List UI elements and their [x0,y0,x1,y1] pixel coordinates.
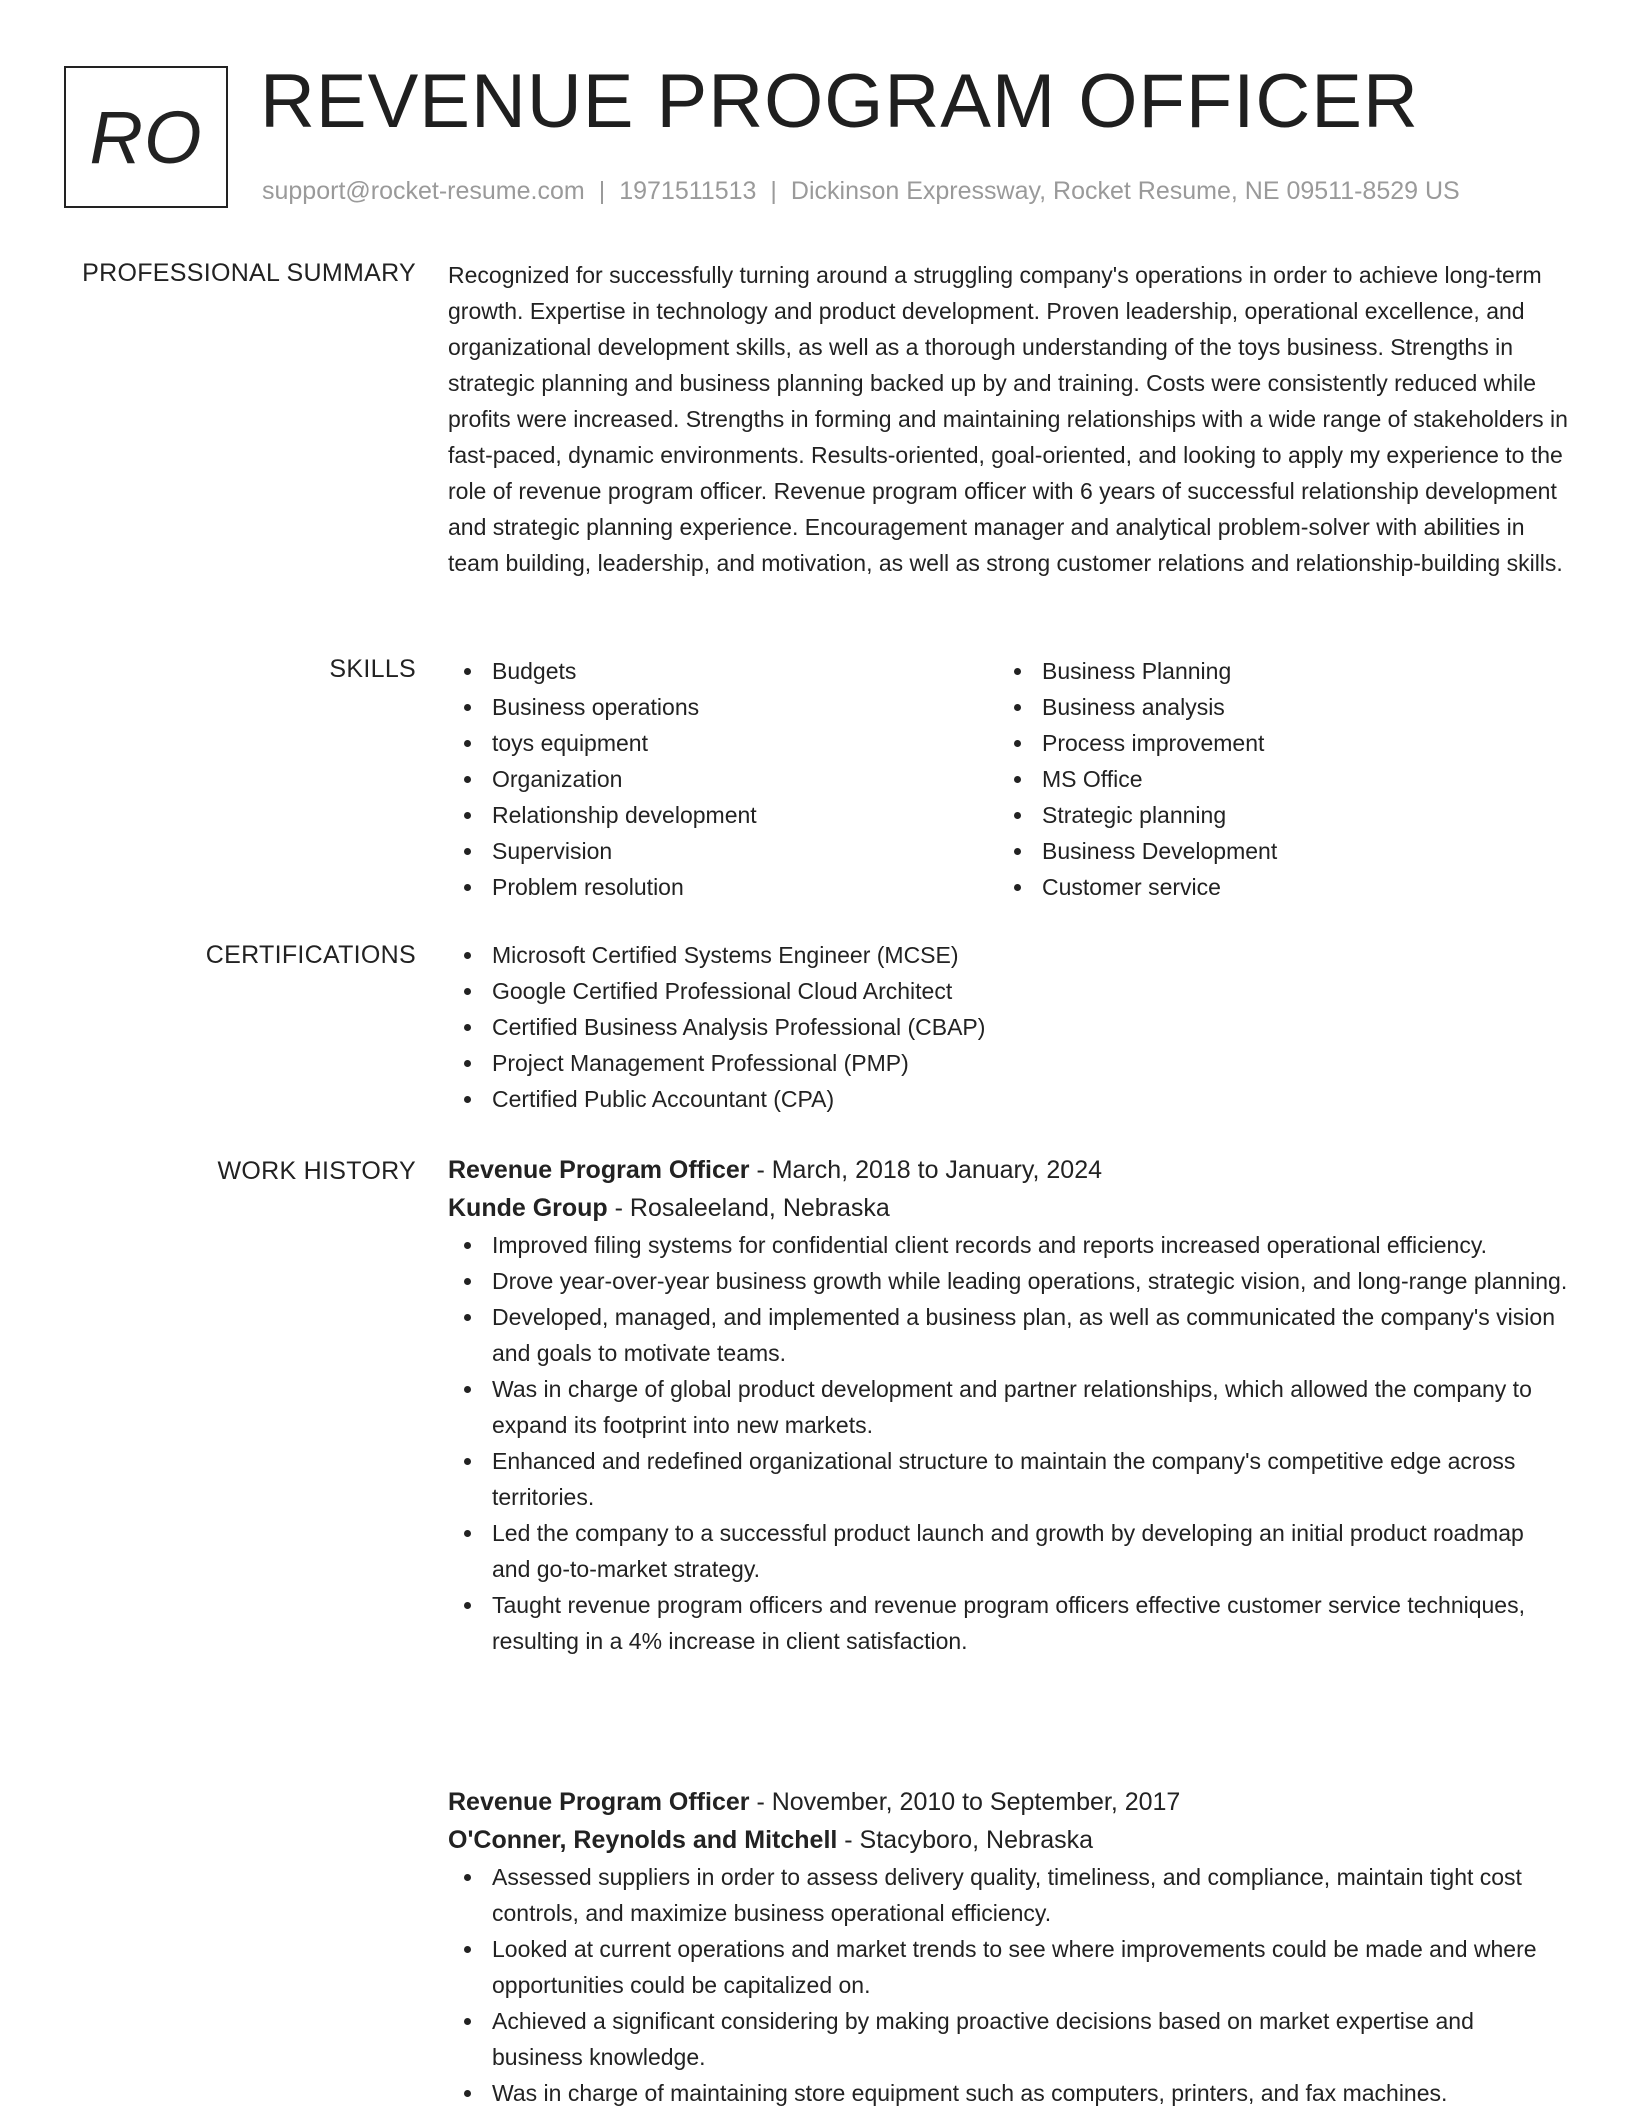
skill-item: Supervision [448,833,998,869]
skill-item: MS Office [998,761,1548,797]
skills-section [448,653,1568,905]
skills-list-left [448,653,998,905]
job-bullet: Improved filing systems for confidential client records and reports increased operational efficiency. [448,1227,1568,1263]
skills-heading: SKILLS [329,655,416,683]
skill-item: Business analysis [998,689,1548,725]
skill-item: Problem resolution [448,869,998,905]
skill-item: Budgets [448,653,998,689]
work-history-heading: WORK HISTORY [217,1157,416,1185]
job-position: Revenue Program Officer [448,1788,750,1816]
job-bullet: Led the company to a successful product launch and growth by developing an initial product roadmap and go-to-market strategy. [448,1515,1568,1587]
job-location: - Rosaleeland, Nebraska [607,1194,890,1222]
certification-item: Project Management Professional (PMP) [448,1045,1568,1081]
job-bullet: Was in charge of global product development and partner relationships, which allowed the company to expand its footprint into new markets. [448,1371,1568,1443]
contact-phone: 1971511513 [619,177,757,205]
certification-item: Certified Public Accountant (CPA) [448,1081,1568,1117]
job-bullet: Looked at current operations and market trends to see where improvements could be made and where opportunities could be capitalized on. [448,1931,1568,2003]
job-title-line [448,1783,1568,1821]
skill-item: Business operations [448,689,998,725]
job-bullets [448,1227,1568,1659]
skill-item: Relationship development [448,797,998,833]
job-company: Kunde Group [448,1194,608,1222]
skill-item: Business Planning [998,653,1548,689]
skill-item: Strategic planning [998,797,1548,833]
certifications-heading: CERTIFICATIONS [205,941,416,969]
contact-separator: | [598,177,606,205]
job-company-line [448,1189,1568,1227]
certification-item: Microsoft Certified Systems Engineer (MCSE) [448,937,1568,973]
job-bullet: Assessed suppliers in order to assess delivery quality, timeliness, and compliance, maintain tight cost controls, and maximize business operational efficiency. [448,1859,1568,1931]
summary-text: Recognized for successfully turning around a struggling company's operations in order to achieve long-term growth. Expertise in technology and product development. Proven leadership, operational excellence, and organizational development skills, as well as a thorough understanding of the toys business. Strengths in strategic planning and business planning backed up by and training. Costs were consistently reduced while profits were increased. Strengths in forming and maintaining relationships with a wide range of stakeholders in fast-paced, dynamic environments. Results-oriented, goal-oriented, and looking to apply my experience to the role of revenue program officer. Revenue program officer with 6 years of successful relationship development and strategic planning experience. Encouragement manager and analytical problem-solver with abilities in team building, leadership, and motivation, as well as strong customer relations and relationship-building skills. [448,262,1568,576]
job-bullet: Developed, managed, and implemented a business plan, as well as communicated the company's vision and goals to motivate teams. [448,1299,1568,1371]
job-bullet: Was in charge of maintaining store equipment such as computers, printers, and fax machines. [448,2075,1568,2111]
job-bullet: Drove year-over-year business growth while leading operations, strategic vision, and long-range planning. [448,1263,1568,1299]
job-entry [448,1783,1568,2111]
skill-item: toys equipment [448,725,998,761]
job-bullet: Enhanced and redefined organizational structure to maintain the company's competitive edge across territories. [448,1443,1568,1515]
job-bullets [448,1859,1568,2111]
monogram-initials: RO [89,95,203,179]
certification-item: Google Certified Professional Cloud Architect [448,973,1568,1009]
page-title: REVENUE PROGRAM OFFICER [260,59,1419,144]
contact-address: Dickinson Expressway, Rocket Resume, NE 09511-8529 US [790,177,1460,205]
job-title-line [448,1151,1568,1189]
job-dates: - November, 2010 to September, 2017 [749,1788,1181,1816]
skill-item: Process improvement [998,725,1548,761]
skill-item: Business Development [998,833,1548,869]
job-company: O'Conner, Reynolds and Mitchell [448,1826,838,1854]
certifications-list [448,937,1568,1117]
certification-item: Certified Business Analysis Professional (CBAP) [448,1009,1568,1045]
job-bullet: Taught revenue program officers and revenue program officers effective customer service techniques, resulting in a 4% increase in client satisfaction. [448,1587,1568,1659]
skills-list-right [998,653,1548,905]
contact-line [262,174,1460,208]
summary-section [448,257,1568,581]
job-dates: - March, 2018 to January, 2024 [749,1156,1103,1184]
monogram-box [64,66,228,208]
summary-heading: PROFESSIONAL SUMMARY [82,259,416,287]
job-company-line [448,1821,1568,1859]
job-location: - Stacyboro, Nebraska [837,1826,1094,1854]
job-position: Revenue Program Officer [448,1156,750,1184]
contact-email: support@rocket-resume.com [262,177,585,205]
skill-item: Organization [448,761,998,797]
skill-item: Customer service [998,869,1548,905]
skills-grid [448,653,1568,905]
certifications-section [448,937,1568,1117]
job-bullet: Achieved a significant considering by making proactive decisions based on market expertise and business knowledge. [448,2003,1568,2075]
contact-separator: | [770,177,777,205]
job-entry [448,1151,1568,1659]
